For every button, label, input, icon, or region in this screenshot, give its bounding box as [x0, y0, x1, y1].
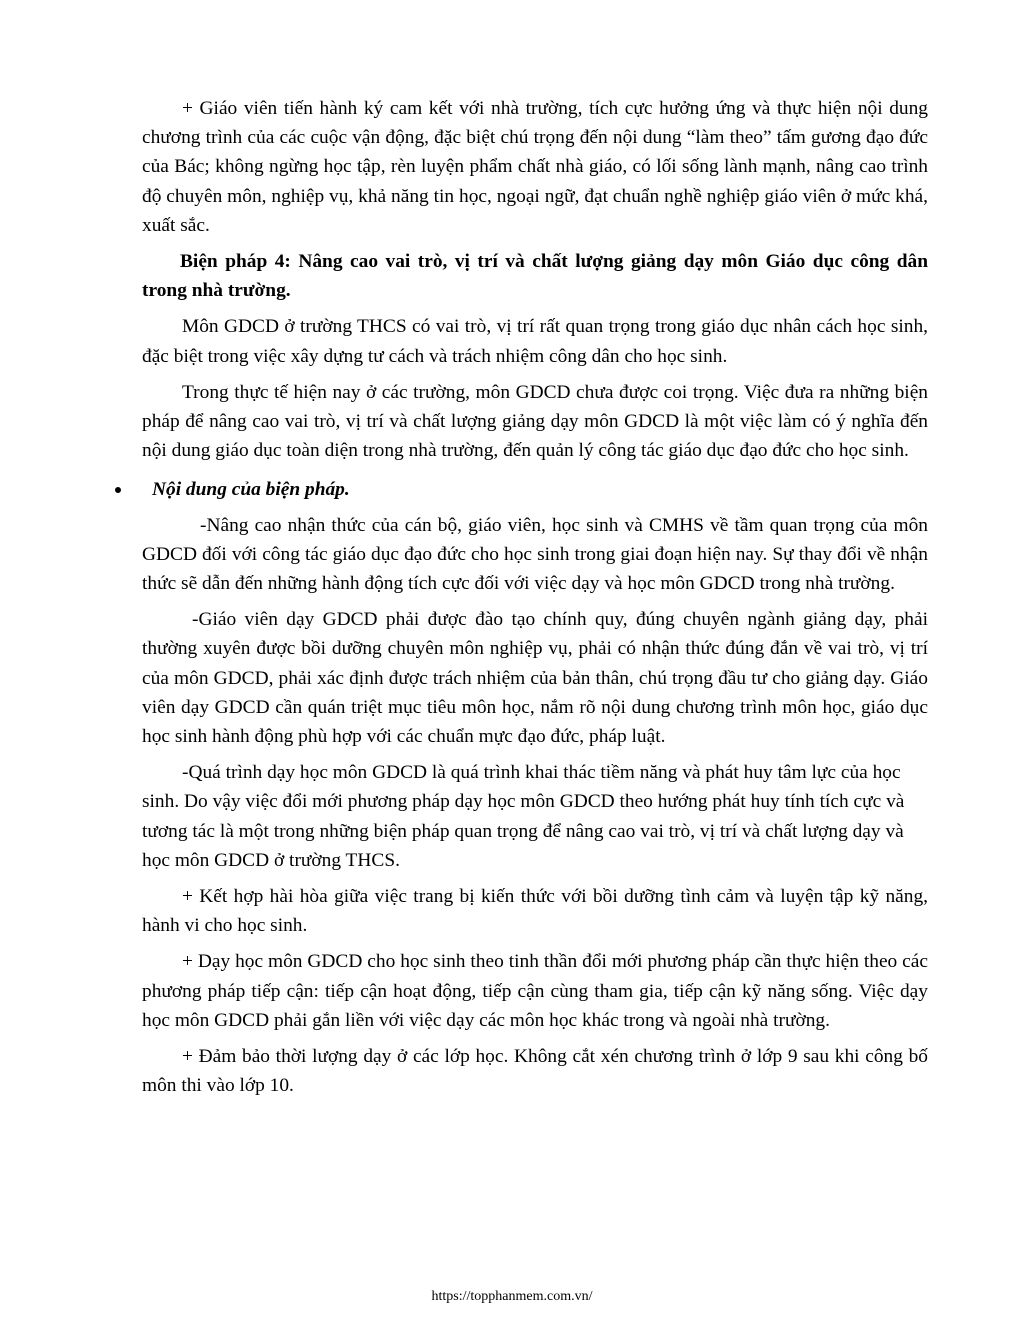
heading-measure-4: Biện pháp 4: Nâng cao vai trò, vị trí và chất lượng giảng dạy môn Giáo dục công dân trong nhà trường.	[142, 251, 928, 302]
paragraph-teaching-process: -Quá trình dạy học môn GDCD là quá trình khai thác tiềm năng và phát huy tâm lực của học sinh. Do vậy việc đổi mới phương pháp dạy học môn GDCD theo hướng phát huy tính tích cực và tương tác là một trong những biện pháp quan trọng để nâng cao vai trò, vị trí và chất lượng dạy và học môn GDCD ở trường THCS.	[142, 762, 905, 871]
bullet-measure-content	[142, 475, 928, 504]
paragraph-teaching-time: + Đảm bảo thời lượng dạy ở các lớp học. Không cắt xén chương trình ở lớp 9 sau khi công bố môn thi vào lớp 10.	[142, 1046, 928, 1097]
paragraph-teacher-training: -Giáo viên dạy GDCD phải được đào tạo chính quy, đúng chuyên ngành giảng dạy, phải thường xuyên được bồi dưỡng chuyên môn nghiệp vụ, phải có nhận thức đúng đắn về vai trò, vị trí của môn GDCD, phải xác định được trách nhiệm của bản thân, chú trọng đầu tư cho giảng dạy. Giáo viên dạy GDCD cần quán triệt mục tiêu môn học, nắm rõ nội dung chương trình môn học, giáo dục học sinh hành động phù hợp với các chuẩn mực đạo đức, pháp luật.	[142, 609, 928, 748]
bullet-dot-icon	[115, 487, 121, 493]
paragraph-harmonious-combination: + Kết hợp hài hòa giữa việc trang bị kiến thức với bồi dưỡng tình cảm và luyện tập kỹ năng, hành vi cho học sinh.	[142, 886, 928, 937]
paragraph-gdcd-role: Môn GDCD ở trường THCS có vai trò, vị trí rất quan trọng trong giáo dục nhân cách học sinh, đặc biệt trong việc xây dựng tư cách và trách nhiệm công dân cho học sinh.	[142, 316, 928, 367]
paragraph-raise-awareness: -Nâng cao nhận thức của cán bộ, giáo viên, học sinh và CMHS về tầm quan trọng của môn GDCD đối với công tác giáo dục đạo đức cho học sinh trong giai đoạn hiện nay. Sự thay đổi về nhận thức sẽ dẫn đến những hành động tích cực đối với việc dạy và học môn GDCD trong nhà trường.	[142, 514, 928, 595]
bullet-measure-content-label: Nội dung của biện pháp.	[152, 479, 350, 501]
document-body	[142, 94, 928, 1101]
paragraph-current-situation: Trong thực tế hiện nay ở các trường, môn GDCD chưa được coi trọng. Việc đưa ra những biện pháp để nâng cao vai trò, vị trí và chất lượng giảng dạy môn GDCD là một việc làm có ý nghĩa đến nội dung giáo dục toàn diện trong nhà trường, đến quản lý công tác giáo dục đạo đức cho học sinh.	[142, 381, 928, 462]
paragraph-teacher-commitment: + Giáo viên tiến hành ký cam kết với nhà trường, tích cực hưởng ứng và thực hiện nội dung chương trình của các cuộc vận động, đặc biệt chú trọng đến nội dung “làm theo” tấm gương đạo đức của Bác; không ngừng học tập, rèn luyện phẩm chất nhà giáo, có lối sống lành mạnh, nâng cao trình độ chuyên môn, nghiệp vụ, khả năng tin học, ngoại ngữ, đạt chuẩn nghề nghiệp giáo viên ở mức khá, xuất sắc.	[142, 98, 928, 236]
paragraph-innovative-methods: + Dạy học môn GDCD cho học sinh theo tinh thần đổi mới phương pháp cần thực hiện theo các phương pháp tiếp cận: tiếp cận hoạt động, tiếp cận cùng tham gia, tiếp cận kỹ năng sống. Việc dạy học môn GDCD phải gắn liền với việc dạy các môn học khác trong và ngoài nhà trường.	[142, 951, 928, 1031]
footer-url: https://topphanmem.com.vn/	[431, 1289, 593, 1304]
